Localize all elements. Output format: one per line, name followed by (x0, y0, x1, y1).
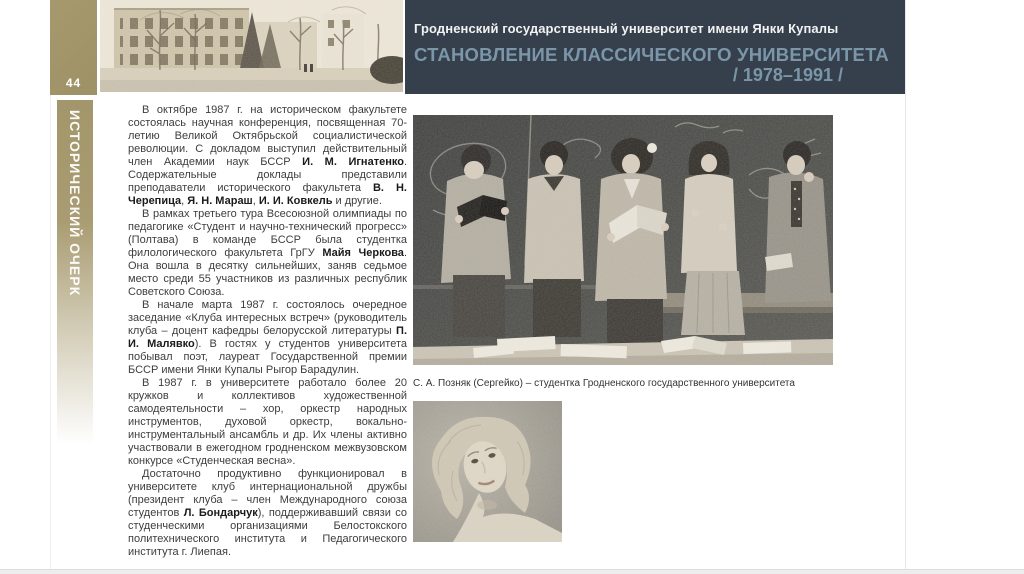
university-name: Гродненский государственный университет имени Янки Купалы (414, 21, 839, 36)
page-number-block (50, 0, 97, 95)
paragraph: В октябре 1987 г. на историческом факультете состоялась научная конференция, посвященная 70-летию Великой Октябрьской социалистической революции. С докладом выступил действительный член Академии наук БССР И. М. Игнатенко. Содержательные доклады представили преподаватели исторического факультета В. Н. Черепица, Я. Н. Мараш, И. И. Ковкель и другие. (128, 104, 407, 207)
section-years: / 1978–1991 / (732, 65, 843, 85)
slide-bottom-edge (0, 569, 1024, 574)
student-portrait-photo (413, 401, 562, 542)
students-at-blackboard-photo (413, 115, 833, 365)
page-number: 44 (65, 76, 82, 90)
section-title: СТАНОВЛЕНИЕ КЛАССИЧЕСКОГО УНИВЕРСИТЕТА (414, 44, 889, 65)
article-paragraphs (128, 104, 407, 559)
photo-caption: С. А. Позняк (Сергейко) – студентка Гродненского государственного университета (413, 378, 795, 389)
page-right-edge (905, 0, 906, 570)
page-left-edge (50, 95, 51, 570)
section-sidebar-strip (57, 100, 93, 445)
paragraph: В рамках третьего тура Всесоюзной олимпиады по педагогике «Студент и научно-технический прогресс» (Полтава) в команде БССР была студентка филологического факультета ГрГУ Майя Черкова. Она вошла в десятку сильнейших, заняв седьмое место среди 55 участников из различных республик Советского Союза. (128, 208, 407, 298)
university-building-photo (100, 0, 403, 92)
header-banner (405, 0, 905, 94)
paragraph: Достаточно продуктивно функционировал в университете клуб интернациональной дружбы (президент клуба – член Международного союза студентов Л. Бондарчук), поддерживавший связи со студенческими организациями Белостокского политехнического института и Педагогического института г. Лиепая. (128, 468, 407, 558)
paragraph: В начале марта 1987 г. состоялось очередное заседание «Клуба интересных встреч» (руководитель клуба – доцент кафедры белорусской литературы П. И. Малявко). В гостях у студентов университета побывал поэт, лауреат Государственной премии БССР имени Янки Купалы Рыгор Барадулин. (128, 299, 407, 376)
section-vertical-label: ИСТОРИЧЕСКИЙ ОЧЕРК (67, 110, 83, 297)
paragraph: В 1987 г. в университете работало более 20 кружков и коллективов художественной самодеятельности – хор, оркестр народных инструментов, духовой оркестр, вокально-инструментальный ансамбль и др. Их члены активно участвовали в ежегодном гродненском межвузовском конкурсе «Студенческая весна». (128, 377, 407, 467)
